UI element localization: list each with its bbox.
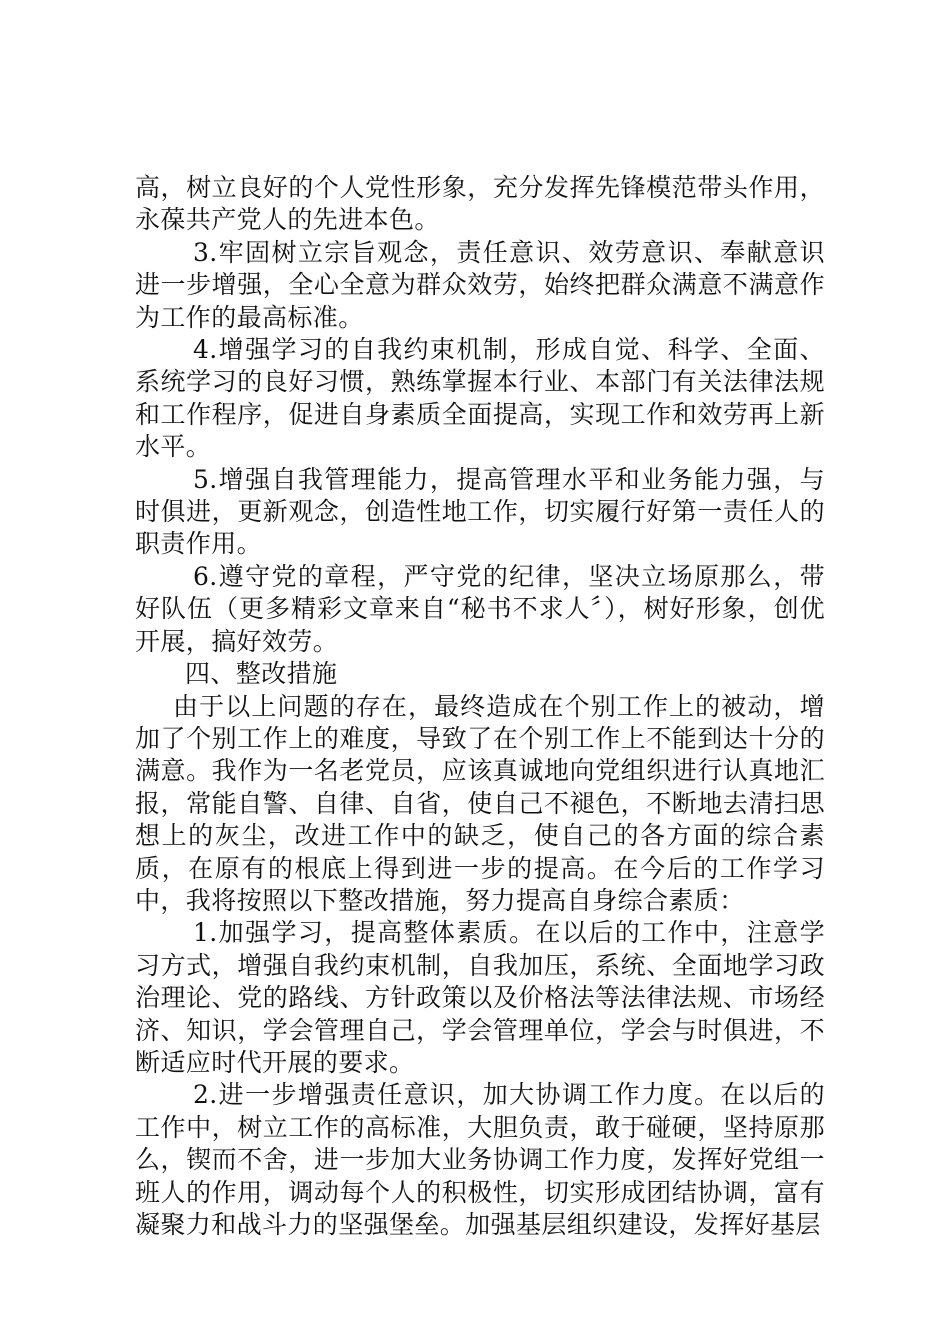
paragraph-item-4: 4.增强学习的自我约束机制，形成自觉、科学、全面、系统学习的良好习惯，熟练掌握本行业、本部门有关法律法规和工作程序，促进自身素质全面提高，实现工作和效劳再上新水平。 xyxy=(135,335,825,462)
body-text xyxy=(135,172,825,1241)
paragraph-measure-2: 2.进一步增强责任意识，加大协调工作力度。在以后的工作中，树立工作的高标准，大胆负责，敢于碰硬，坚持原那么，锲而不舍，进一步加大业务协调工作力度，发挥好党组一班人的作用，调动每个人的积极性，切实形成团结协调，富有凝聚力和战斗力的坚强堡垒。加强基层组织建设，发挥好基层 xyxy=(135,1080,825,1239)
paragraph-item-5: 5.增强自我管理能力，提高管理水平和业务能力强，与时俱进，更新观念，创造性地工作，切实履行好第一责任人的职责作用。 xyxy=(135,464,825,559)
paragraph-item-6: 6.遵守党的章程，严守党的纪律，坚决立场原那么，带好队伍（更多精彩文章来自“秘书不求人〞），树好形象，创优开展，搞好效劳。 xyxy=(135,561,825,656)
paragraph-measure-1: 1.加强学习，提高整体素质。在以后的工作中，注意学习方式，增强自我约束机制，自我加压，系统、全面地学习政治理论、党的路线、方针政策以及价格法等法律法规、市场经济、知识，学会管理自己，学会管理单位，学会与时俱进，不断适应时代开展的要求。 xyxy=(135,918,825,1077)
section-heading-4: 四、整改措施 xyxy=(185,659,338,689)
paragraph-item-3: 3.牢固树立宗旨观念，责任意识、效劳意识、奉献意识进一步增强，全心全意为群众效劳，始终把群众满意不满意作为工作的最高标准。 xyxy=(135,237,825,332)
paragraph-intro: 由于以上问题的存在，最终造成在个别工作上的被动，增加了个别工作上的难度，导致了在个别工作上不能到达十分的满意。我作为一名老党员，应该真诚地向党组织进行认真地汇报，常能自警、自律、自省，使自己不褪色，不断地去清扫思想上的灰尘，改进工作中的缺乏，使自己的各方面的综合素质，在原有的根底上得到进一步的提高。在今后的工作学习中，我将按照以下整改措施，努力提高自身综合素质： xyxy=(135,691,825,915)
paragraph-continued: 高，树立良好的个人党性形象，充分发挥先锋模范带头作用，永葆共产党人的先进本色。 xyxy=(135,173,825,235)
